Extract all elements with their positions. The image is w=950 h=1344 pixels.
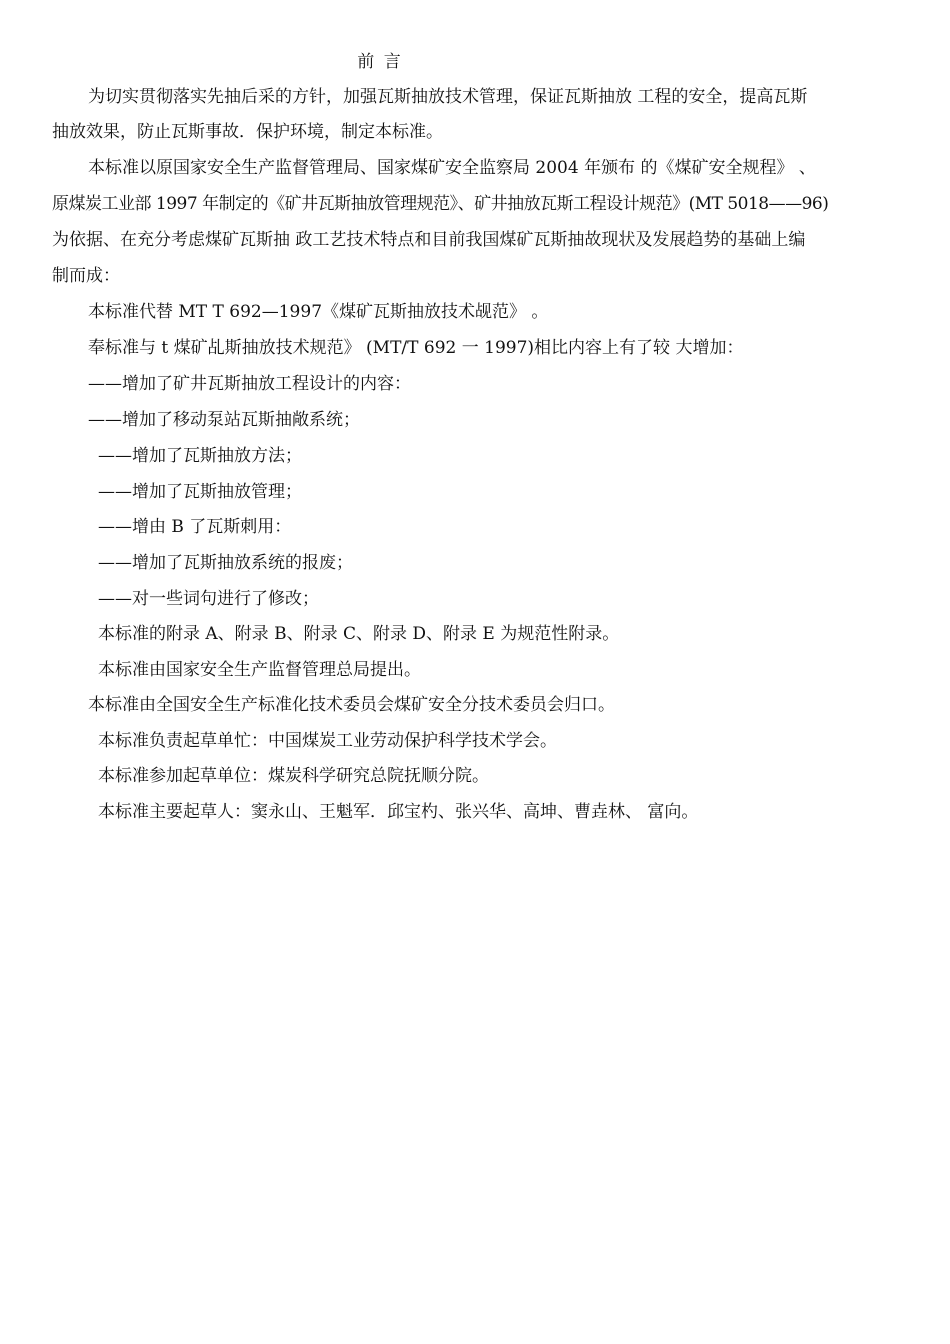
paragraph-drafting-unit: 本标准负责起草单忙：中国煤炭工业劳动保护科学技术学会。 xyxy=(98,731,557,751)
list-item-4: ——增加了瓦斯抽放管理； xyxy=(98,482,302,502)
list-item-7: ——对一些词句进行了修改； xyxy=(98,589,319,609)
paragraph-line-4: 原煤炭工业部 1997 年制定的《矿井瓦斯抽放管理规范》、矿井抽放瓦斯工程设计规范》(MT 5018——96) xyxy=(52,194,829,214)
paragraph-line-5: 为依据、在充分考虑煤矿瓦斯抽 政工艺技术特点和目前我国煤矿瓦斯抽故现状及发展趋势的基础上编 xyxy=(52,230,806,250)
paragraph-line-6: 制而成： xyxy=(52,266,120,286)
page-title: 前 言 xyxy=(357,52,403,72)
list-item-3: ——增加了瓦斯抽放方法； xyxy=(98,446,302,466)
paragraph-line-3: 本标准以原国家安全生产监督管理局、国家煤矿安全监察局 2004 年颁布 的《煤矿安全规程》 、 xyxy=(88,158,816,178)
paragraph-drafters: 本标准主要起草人：窦永山、王魁军．邱宝杓、张兴华、高坤、曹垚林、 富向。 xyxy=(98,802,699,822)
list-item-5: ——增由 B 了瓦斯刺用： xyxy=(98,517,292,537)
paragraph-line-7: 本标准代替 MT T 692—1997《煤矿瓦斯抽放技术觇范》 。 xyxy=(88,302,549,322)
list-item-2: ——增加了移动泵站瓦斯抽敞系统； xyxy=(88,410,360,430)
paragraph-appendix: 本标准的附录 A、附录 B、附录 C、附录 D、附录 E 为规范性附录。 xyxy=(98,624,620,644)
list-item-6: ——增加了瓦斯抽放系统的报废； xyxy=(98,553,353,573)
paragraph-participating-unit: 本标准参加起草单位：煤炭科学研究总院抚顺分院。 xyxy=(98,766,489,786)
paragraph-committee: 本标准由全国安全生产标准化技术委员会煤矿安全分技术委员会归口。 xyxy=(88,695,615,715)
paragraph-line-1: 为切实贯彻落实先抽后采的方针，加强瓦斯抽放技术管理，保证瓦斯抽放 工程的安全，提高瓦斯 xyxy=(88,87,808,107)
list-item-1: ——增加了矿井瓦斯抽放工程设计的内容： xyxy=(88,374,411,394)
paragraph-line-2: 抽放效果，防止瓦斯事故．保护环境，制定本标准。 xyxy=(52,122,443,142)
paragraph-proposer: 本标准由国家安全生产监督管理总局提出。 xyxy=(98,660,421,680)
paragraph-line-8: 奉标准与 t 煤矿乩斯抽放技术规范》 (MT/T 692 一 1997)相比内容上有了较 大增加： xyxy=(88,338,744,358)
